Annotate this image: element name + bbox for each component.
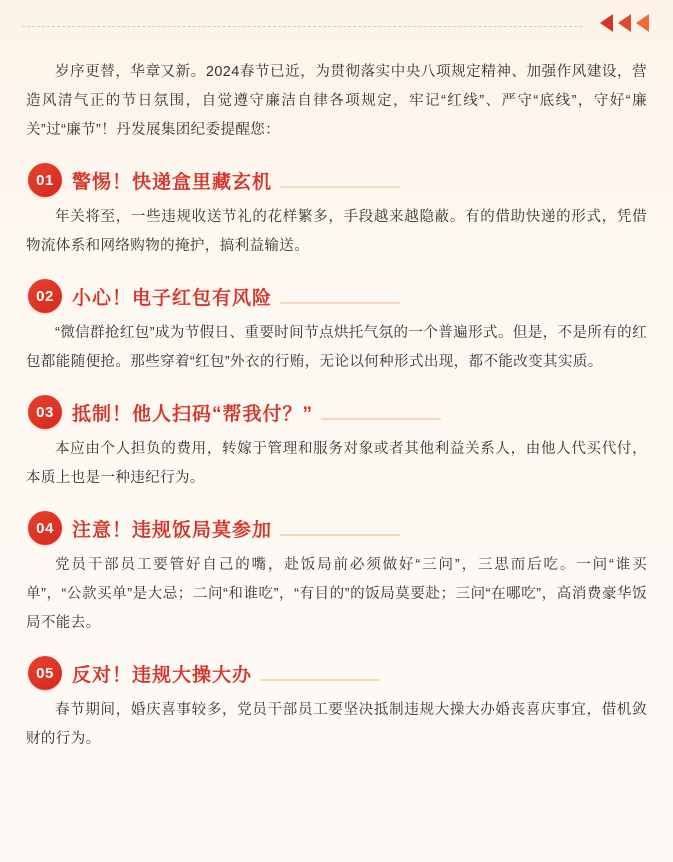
heading-underline bbox=[260, 679, 380, 681]
section-number-badge: 01 bbox=[28, 163, 62, 197]
section-02 bbox=[22, 279, 651, 377]
dotted-divider bbox=[22, 26, 582, 27]
left-arrow-3-icon bbox=[636, 14, 649, 32]
section-body: 本应由个人担负的费用，转嫁于管理和服务对象或者其他利益关系人，由他人代买代付，本质上也是一种违纪行为。 bbox=[26, 441, 647, 486]
section-title: 警惕！快递盒里藏玄机 bbox=[72, 171, 273, 193]
section-title: 抵制！他人扫码“帮我付？” bbox=[72, 403, 314, 425]
section-heading bbox=[28, 279, 651, 313]
heading-underline bbox=[321, 418, 441, 420]
heading-underline bbox=[280, 186, 400, 188]
section-01 bbox=[22, 163, 651, 261]
section-title: 注意！违规饭局莫参加 bbox=[72, 519, 273, 541]
header-bar bbox=[22, 0, 651, 56]
section-body: “微信群抢红包”成为节假日、重要时间节点烘托气氛的一个普遍形式。但是，不是所有的红包都能随便抢。那些穿着“红包”外衣的行贿，无论以何种形式出现，都不能改变其实质。 bbox=[26, 325, 647, 370]
section-number-badge: 05 bbox=[28, 656, 62, 690]
intro-paragraph: 岁序更替，华章又新。2024春节已近，为贯彻落实中央八项规定精神、加强作风建设，营造风清气正的节日氛围，自觉遵守廉洁自律各项规定，牢记“红线”、严守“底线”，守好“廉关”过“廉节”！丹发展集团纪委提醒您： bbox=[26, 64, 647, 138]
section-03 bbox=[22, 395, 651, 493]
section-heading bbox=[28, 656, 651, 690]
arrow-decoration bbox=[600, 14, 649, 32]
section-number-badge: 03 bbox=[28, 395, 62, 429]
left-arrow-1-icon bbox=[600, 14, 613, 32]
section-heading bbox=[28, 511, 651, 545]
section-title: 小心！电子红包有风险 bbox=[72, 287, 273, 309]
left-arrow-2-icon bbox=[618, 14, 631, 32]
heading-underline bbox=[280, 534, 400, 536]
heading-underline bbox=[280, 302, 400, 304]
section-body: 党员干部员工要管好自己的嘴，赴饭局前必须做好“三问”，三思而后吃。一问“谁买单”，“公款买单”是大忌；二问“和谁吃”，“有目的”的饭局莫要赴；三问“在哪吃”，高消费豪华饭局不能去。 bbox=[26, 557, 647, 631]
section-body: 春节期间，婚庆喜事较多，党员干部员工要坚决抵制违规大操大办婚丧喜庆事宜，借机敛财的行为。 bbox=[26, 702, 647, 747]
section-number-badge: 02 bbox=[28, 279, 62, 313]
section-heading bbox=[28, 163, 651, 197]
section-number-badge: 04 bbox=[28, 511, 62, 545]
section-title: 反对！违规大操大办 bbox=[72, 664, 253, 686]
section-heading bbox=[28, 395, 651, 429]
section-body: 年关将至，一些违规收送节礼的花样繁多，手段越来越隐蔽。有的借助快递的形式，凭借物流体系和网络购物的掩护，搞利益输送。 bbox=[26, 209, 647, 254]
section-05 bbox=[22, 656, 651, 754]
section-04 bbox=[22, 511, 651, 638]
